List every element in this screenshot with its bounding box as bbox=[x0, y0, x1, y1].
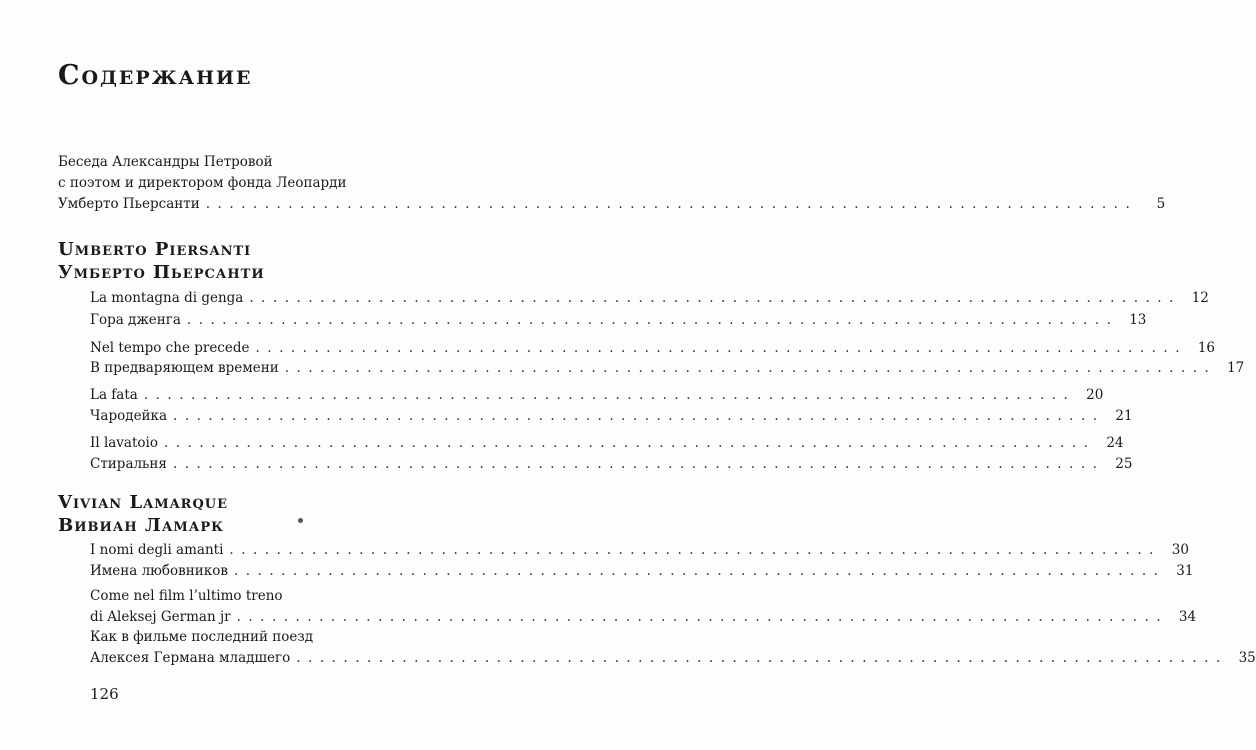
entry-title: Nel tempo che precede bbox=[90, 340, 250, 356]
entry-title: Имена любовников bbox=[90, 563, 228, 579]
entry-page-number: 24 bbox=[1106, 435, 1124, 451]
dot-leader: ............................................................................... bbox=[173, 408, 1105, 424]
dot-leader: ............................................................................... bbox=[296, 650, 1228, 666]
entry-line bbox=[90, 561, 1194, 582]
toc-entry[interactable] bbox=[90, 561, 1194, 582]
entry-title: Il lavatoio bbox=[90, 435, 158, 451]
entry-page-number: 30 bbox=[1171, 542, 1189, 558]
entry-page-number: 21 bbox=[1115, 408, 1133, 424]
author-name-latin: Umberto Piersanti bbox=[58, 239, 252, 260]
dot-leader: ............................................................................... bbox=[233, 563, 1166, 579]
author-name-cyrillic: Умберто Пьерсанти bbox=[58, 262, 265, 283]
entry-page-number: 5 bbox=[1156, 196, 1166, 212]
dot-leader: ............................................................................... bbox=[284, 360, 1217, 376]
toc-entry[interactable] bbox=[90, 406, 1133, 427]
entry-line bbox=[90, 338, 1216, 359]
dot-leader: ............................................................................... bbox=[229, 542, 1161, 558]
toc-entry[interactable] bbox=[90, 586, 1197, 628]
entry-title: La fata bbox=[90, 387, 138, 403]
entry-line bbox=[90, 607, 1197, 628]
entry-title: Алексея Германа младшего bbox=[90, 650, 291, 666]
entry-title: di Aleksej German jr bbox=[90, 609, 231, 625]
entry-line bbox=[90, 385, 1104, 406]
entry-line bbox=[90, 406, 1133, 427]
page-number: 126 bbox=[90, 685, 119, 703]
entry-page-number: 35 bbox=[1238, 650, 1256, 666]
entry-line bbox=[90, 358, 1245, 379]
toc-entry-interview[interactable] bbox=[58, 152, 1166, 215]
entry-title: Гора дженга bbox=[90, 312, 181, 328]
dot-leader: ............................................................................... bbox=[172, 456, 1105, 472]
entry-title: I nomi degli amanti bbox=[90, 542, 224, 558]
author-name-latin: Vivian Lamarque bbox=[58, 492, 229, 513]
dot-leader: ............................................................................... bbox=[163, 435, 1096, 451]
toc-entry[interactable] bbox=[90, 433, 1124, 454]
author-name-cyrillic: Вивиан Ламарк bbox=[58, 515, 224, 536]
entry-title: В предваряющем времени bbox=[90, 360, 279, 376]
entry-page-number: 12 bbox=[1191, 290, 1209, 306]
toc-entry[interactable] bbox=[90, 454, 1133, 475]
dot-leader: ............................................................................... bbox=[236, 609, 1169, 625]
dot-leader: ............................................................................... bbox=[205, 196, 1138, 212]
toc-entry[interactable] bbox=[90, 540, 1189, 561]
toc-entry[interactable] bbox=[90, 385, 1104, 406]
entry-line bbox=[90, 433, 1124, 454]
entry-title: Чародейка bbox=[90, 408, 168, 424]
entry-title: Умберто Пьерсанти bbox=[58, 196, 200, 212]
entry-line bbox=[90, 454, 1133, 475]
entry-title: Стиральня bbox=[90, 456, 167, 472]
entry-line bbox=[90, 540, 1189, 561]
toc-heading: Содержание bbox=[58, 60, 253, 91]
entry-line bbox=[90, 310, 1147, 331]
entry-page-number: 34 bbox=[1178, 609, 1197, 625]
entry-title-line: Беседа Александры Петровой bbox=[58, 154, 273, 170]
entry-title-line: с поэтом и директором фонда Леопарди bbox=[58, 175, 347, 191]
toc-entry[interactable] bbox=[90, 338, 1216, 359]
dot-leader: ............................................................................... bbox=[255, 340, 1188, 356]
entry-page-number: 31 bbox=[1176, 563, 1194, 579]
entry-line bbox=[90, 288, 1209, 309]
entry-last-line bbox=[58, 194, 1166, 215]
ink-mark bbox=[298, 518, 303, 523]
dot-leader: ............................................................................... bbox=[143, 387, 1076, 403]
toc-entry[interactable] bbox=[90, 288, 1209, 309]
toc-entry[interactable] bbox=[90, 358, 1245, 379]
entry-title-line: Come nel film l’ultimo treno bbox=[90, 588, 283, 604]
author-heading-piersanti bbox=[58, 238, 265, 284]
entry-line bbox=[90, 648, 1256, 669]
entry-page-number: 20 bbox=[1086, 387, 1104, 403]
toc-entry[interactable] bbox=[90, 310, 1147, 331]
toc-entry[interactable] bbox=[90, 627, 1256, 669]
entry-page-number: 16 bbox=[1197, 340, 1216, 356]
entry-title-line: Как в фильме последний поезд bbox=[90, 629, 314, 645]
author-heading-lamarque bbox=[58, 491, 228, 537]
dot-leader: ............................................................................... bbox=[249, 290, 1181, 306]
dot-leader: ............................................................................... bbox=[186, 312, 1119, 328]
entry-page-number: 17 bbox=[1227, 360, 1245, 376]
entry-title: La montagna di genga bbox=[90, 290, 244, 306]
entry-page-number: 13 bbox=[1129, 312, 1147, 328]
entry-page-number: 25 bbox=[1115, 456, 1133, 472]
